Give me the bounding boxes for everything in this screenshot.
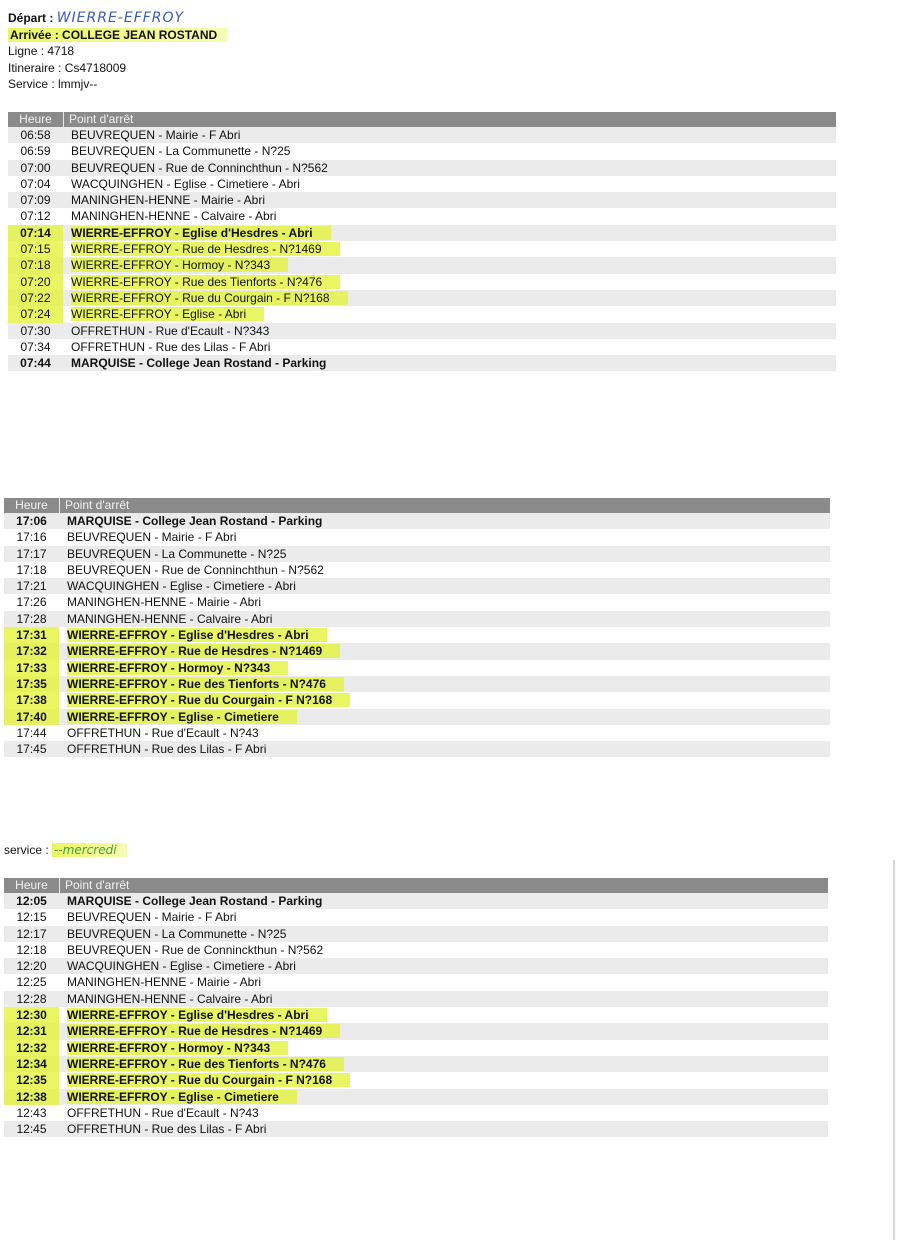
table-row	[4, 1040, 828, 1056]
table-row	[8, 306, 836, 322]
row-stop: MANINGHEN-HENNE - Calvaire - Abri	[67, 991, 273, 1006]
service-line: Service : lmmjv--	[8, 77, 98, 91]
table-row	[8, 176, 836, 192]
table-row	[4, 513, 830, 529]
row-time: 07:15	[8, 241, 63, 257]
row-time: 17:45	[16, 742, 47, 757]
table-row	[8, 225, 836, 241]
itineraire-line: Itineraire : Cs4718009	[8, 60, 127, 75]
row-time: 17:40	[4, 709, 59, 725]
row-stop: WIERRE-EFFROY - Hormoy - N?343	[67, 1041, 288, 1055]
row-time: 17:18	[16, 562, 47, 577]
table-row	[8, 257, 836, 273]
row-stop: MARQUISE - College Jean Rostand - Parking	[71, 356, 327, 371]
row-stop: WIERRE-EFFROY - Rue des Tienforts - N?476	[71, 275, 340, 289]
row-time: 07:34	[20, 339, 51, 354]
row-time: 12:15	[16, 910, 47, 925]
depart-line	[8, 10, 227, 27]
row-stop: WIERRE-EFFROY - Eglise - Cimetiere	[67, 710, 297, 724]
row-stop: OFFRETHUN - Rue des Lilas - F Abri	[67, 742, 267, 757]
row-stop: WIERRE-EFFROY - Eglise d'Hesdres - Abri	[71, 226, 331, 240]
row-time: 07:30	[20, 323, 51, 338]
table-header	[8, 112, 836, 127]
table-row	[8, 208, 836, 224]
row-stop: WIERRE-EFFROY - Rue du Courgain - F N?168	[67, 693, 350, 707]
table-row	[4, 1089, 828, 1105]
table-row	[8, 143, 836, 159]
table-header	[4, 878, 828, 893]
table-row	[4, 958, 828, 974]
row-time: 17:31	[4, 627, 59, 643]
row-time: 07:20	[8, 274, 63, 290]
timetable-morning	[8, 112, 836, 371]
row-stop: WACQUINGHEN - Eglise - Cimetiere - Abri	[71, 176, 300, 191]
col-heure: Heure	[8, 112, 64, 127]
row-time: 12:30	[4, 1007, 59, 1023]
timetable-wednesday	[4, 878, 828, 1137]
row-time: 07:24	[8, 306, 63, 322]
row-stop: OFFRETHUN - Rue d'Ecault - N?343	[71, 323, 270, 338]
table-row	[4, 1105, 828, 1121]
row-stop: OFFRETHUN - Rue des Lilas - F Abri	[67, 1122, 267, 1137]
table-body	[8, 127, 836, 371]
table-row	[4, 692, 830, 708]
table-row	[4, 1056, 828, 1072]
table-row	[4, 725, 830, 741]
table-row	[4, 741, 830, 757]
table-row	[4, 660, 830, 676]
table-row	[4, 627, 830, 643]
table-row	[8, 290, 836, 306]
row-time: 17:35	[4, 676, 59, 692]
row-stop: BEUVREQUEN - La Communette - N?25	[67, 926, 287, 941]
table-row	[4, 893, 828, 909]
row-stop: MARQUISE - College Jean Rostand - Parking	[67, 894, 323, 908]
row-time: 12:31	[4, 1023, 59, 1039]
row-time: 12:05	[16, 894, 47, 908]
row-stop: WIERRE-EFFROY - Rue du Courgain - F N?168	[67, 1073, 350, 1087]
service-wednesday-value: --mercredi	[52, 843, 127, 857]
table-row	[4, 546, 830, 562]
table-row	[4, 1121, 828, 1137]
row-stop: BEUVREQUEN - Rue de Conninckthun - N?562	[67, 942, 324, 957]
table-row	[4, 643, 830, 659]
route-header	[8, 10, 227, 93]
row-stop: MARQUISE - College Jean Rostand - Parking	[67, 514, 323, 528]
table-row	[8, 127, 836, 143]
row-stop: WACQUINGHEN - Eglise - Cimetiere - Abri	[67, 579, 296, 594]
table-body	[4, 513, 830, 757]
row-stop: WIERRE-EFFROY - Hormoy - N?343	[71, 258, 288, 272]
row-stop: WIERRE-EFFROY - Eglise - Cimetiere	[67, 1090, 297, 1104]
row-stop: BEUVREQUEN - Mairie - F Abri	[67, 910, 237, 925]
table-row	[4, 974, 828, 990]
row-stop: BEUVREQUEN - Rue de Conninchthun - N?562	[71, 160, 328, 175]
row-stop: WIERRE-EFFROY - Rue de Hesdres - N?1469	[71, 242, 340, 256]
row-time: 17:44	[16, 725, 47, 740]
row-time: 12:32	[4, 1040, 59, 1056]
service-wednesday-line	[4, 843, 127, 857]
service-wednesday-label: service :	[4, 843, 53, 857]
row-stop: WIERRE-EFFROY - Rue de Hesdres - N?1469	[67, 644, 340, 658]
row-stop: WIERRE-EFFROY - Rue des Tienforts - N?476	[67, 677, 344, 691]
row-time: 12:38	[4, 1089, 59, 1105]
row-time: 12:45	[16, 1122, 47, 1137]
table-row	[4, 942, 828, 958]
table-row	[4, 709, 830, 725]
table-row	[4, 529, 830, 545]
row-time: 07:12	[20, 209, 51, 224]
table-row	[4, 926, 828, 942]
row-stop: BEUVREQUEN - La Communette - N?25	[71, 144, 291, 159]
row-time: 17:32	[4, 643, 59, 659]
row-time: 07:22	[8, 290, 63, 306]
row-time: 12:28	[16, 991, 47, 1006]
row-time: 12:17	[16, 926, 47, 941]
table-row	[4, 909, 828, 925]
row-time: 07:04	[20, 176, 51, 191]
row-stop: BEUVREQUEN - Rue de Conninchthun - N?562	[67, 562, 324, 577]
row-stop: WIERRE-EFFROY - Hormoy - N?343	[67, 661, 288, 675]
row-time: 17:26	[16, 595, 47, 610]
table-row	[8, 274, 836, 290]
row-time: 06:58	[20, 128, 51, 142]
row-time: 07:18	[8, 257, 63, 273]
col-point: Point d'arrêt	[65, 498, 130, 512]
row-stop: MANINGHEN-HENNE - Mairie - Abri	[67, 975, 262, 990]
table-row	[8, 160, 836, 176]
row-time: 12:25	[16, 975, 47, 990]
row-stop: WIERRE-EFFROY - Rue des Tienforts - N?476	[67, 1057, 344, 1071]
row-stop: MANINGHEN-HENNE - Mairie - Abri	[67, 595, 262, 610]
col-heure: Heure	[4, 878, 60, 893]
row-stop: WIERRE-EFFROY - Rue de Hesdres - N?1469	[67, 1024, 340, 1038]
row-time: 07:44	[20, 356, 51, 371]
row-time: 12:35	[4, 1072, 59, 1088]
col-heure: Heure	[4, 498, 60, 513]
row-stop: BEUVREQUEN - La Communette - N?25	[67, 546, 287, 561]
col-point: Point d'arrêt	[65, 878, 130, 892]
row-stop: OFFRETHUN - Rue d'Ecault - N?43	[67, 725, 259, 740]
row-time: 06:59	[20, 144, 51, 159]
row-stop: BEUVREQUEN - Mairie - F Abri	[71, 128, 241, 142]
row-stop: WIERRE-EFFROY - Eglise d'Hesdres - Abri	[67, 628, 327, 642]
table-row	[8, 323, 836, 339]
row-time: 07:14	[8, 225, 63, 241]
table-row	[8, 241, 836, 257]
row-stop: WIERRE-EFFROY - Rue du Courgain - F N?168	[71, 291, 348, 305]
scan-edge	[893, 860, 895, 1240]
arrivee-label: Arrivée : COLLEGE JEAN ROSTAND	[8, 28, 227, 42]
row-time: 17:17	[16, 546, 47, 561]
table-body	[4, 893, 828, 1137]
row-stop: WIERRE-EFFROY - Eglise d'Hesdres - Abri	[67, 1008, 327, 1022]
row-time: 17:21	[16, 579, 47, 594]
row-stop: OFFRETHUN - Rue d'Ecault - N?43	[67, 1105, 259, 1120]
row-time: 17:33	[4, 660, 59, 676]
table-row	[4, 1007, 828, 1023]
row-time: 17:38	[4, 692, 59, 708]
row-stop: MANINGHEN-HENNE - Calvaire - Abri	[71, 209, 277, 224]
table-row	[4, 1072, 828, 1088]
row-time: 12:34	[4, 1056, 59, 1072]
row-time: 12:43	[16, 1105, 47, 1120]
row-time: 07:09	[20, 193, 51, 208]
table-row	[8, 339, 836, 355]
table-row	[4, 562, 830, 578]
row-stop: MANINGHEN-HENNE - Calvaire - Abri	[67, 611, 273, 626]
table-header	[4, 498, 830, 513]
row-stop: OFFRETHUN - Rue des Lilas - F Abri	[71, 339, 271, 354]
row-stop: WACQUINGHEN - Eglise - Cimetiere - Abri	[67, 959, 296, 974]
table-row	[4, 1023, 828, 1039]
timetable-evening	[4, 498, 830, 757]
ligne-line: Ligne : 4718	[8, 44, 75, 58]
table-row	[8, 192, 836, 208]
table-row	[4, 594, 830, 610]
row-time: 17:16	[16, 530, 47, 545]
row-time: 17:06	[16, 514, 47, 528]
row-stop: WIERRE-EFFROY - Eglise - Abri	[71, 307, 264, 321]
row-time: 12:18	[16, 942, 47, 957]
row-time: 17:28	[16, 611, 47, 626]
col-point: Point d'arrêt	[69, 112, 134, 126]
table-row	[4, 676, 830, 692]
row-stop: MANINGHEN-HENNE - Mairie - Abri	[71, 193, 266, 208]
table-row	[4, 611, 830, 627]
row-stop: BEUVREQUEN - Mairie - F Abri	[67, 530, 237, 545]
table-row	[4, 991, 828, 1007]
depart-label: Départ :	[8, 11, 57, 25]
row-time: 12:20	[16, 959, 47, 974]
row-time: 07:00	[20, 160, 51, 175]
arrivee-line	[8, 27, 227, 44]
depart-handwritten: WIERRE-EFFROY	[56, 10, 185, 26]
table-row	[8, 355, 836, 371]
table-row	[4, 578, 830, 594]
